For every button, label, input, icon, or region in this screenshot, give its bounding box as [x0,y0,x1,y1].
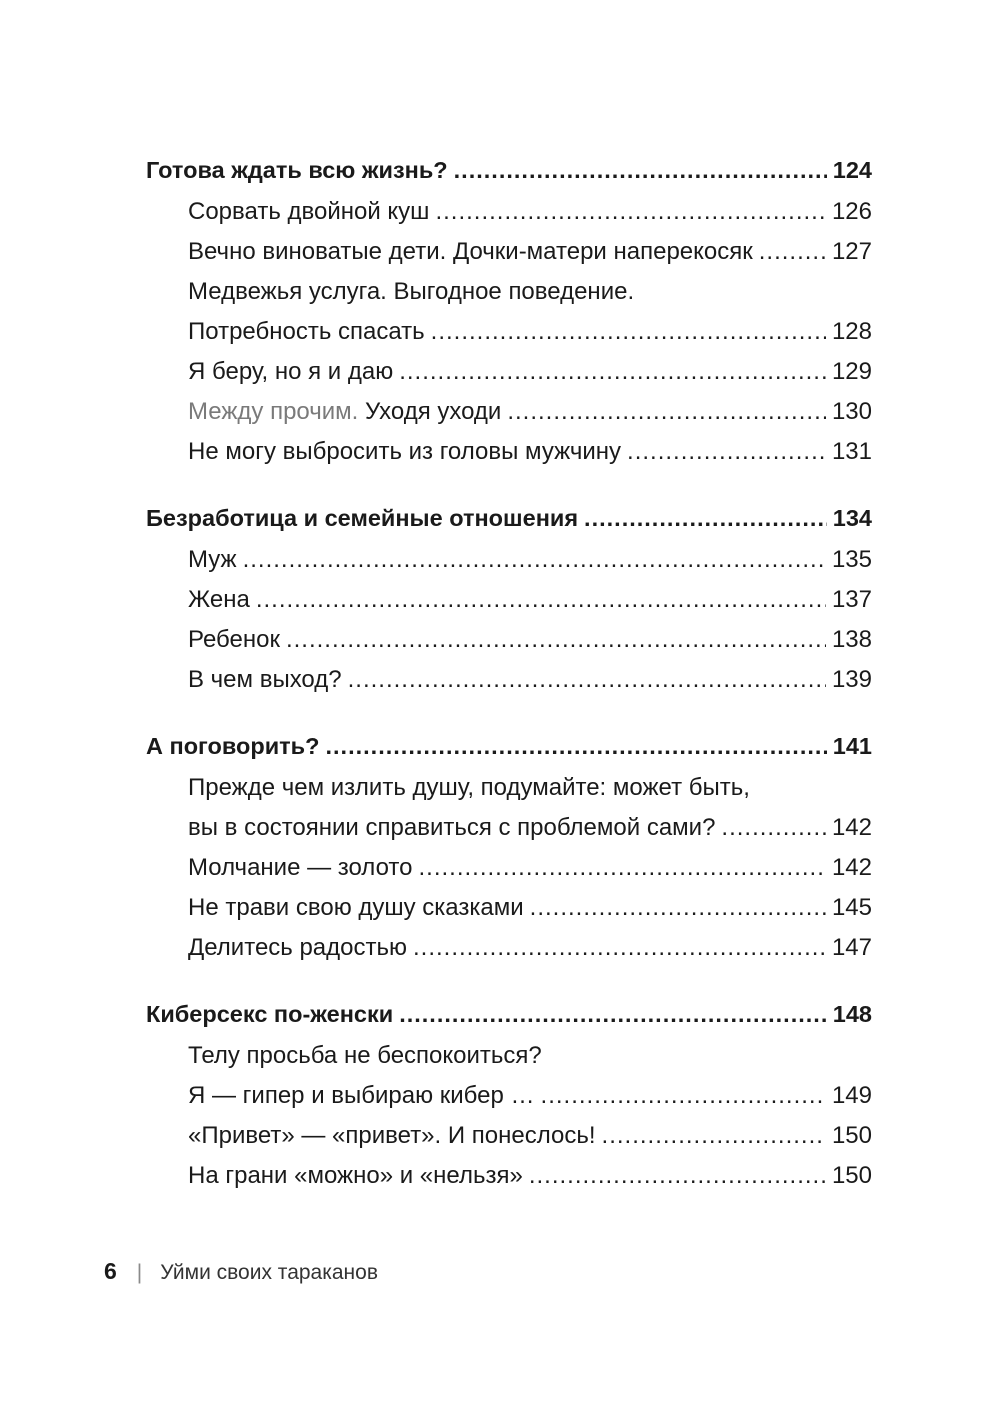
dot-leader [418,848,825,888]
section-title: Киберсекс по-женски [146,1001,394,1027]
entry-title-first-line: Медвежья услуга. Выгодное поведение. [188,278,635,305]
entry-page-number: 142 [831,854,872,881]
entry-title: Я — гипер и выбираю кибер … [188,1082,535,1109]
dot-leader [454,150,827,190]
entry-page-number: 135 [831,546,872,573]
entry-title-first-line: Прежде чем излить душу, подумайте: может быть, [188,774,750,801]
entry-title: Муж [188,546,237,573]
dot-leader [541,1076,826,1116]
entry-title-main: Уходя уходи [364,398,502,425]
dot-leader [627,432,826,472]
entry-title: Потребность спасать [188,318,425,345]
toc-entry [146,848,872,888]
entry-title: вы в состоянии справиться с проблемой сами? [188,814,716,841]
toc-section [146,498,872,700]
book-title: Уйми своих тараканов [160,1261,378,1284]
entry-page-number: 147 [831,934,872,961]
toc-entry [146,660,872,700]
entry-page-number: 128 [831,318,872,345]
toc-entry [146,192,872,232]
dot-leader [399,352,826,392]
toc-entry [146,312,872,352]
entry-title: Вечно виноватые дети. Дочки-матери наперекосяк [188,238,753,265]
toc-entry [146,432,872,472]
entry-page-number: 150 [831,1122,872,1149]
section-title: Безработица и семейные отношения [146,505,579,531]
entry-page-number: 150 [831,1162,872,1189]
toc-entry [146,808,872,848]
section-page-number: 124 [832,157,872,183]
entry-page-number: 138 [831,626,872,653]
entry-title [188,392,501,432]
entry-page-number: 127 [831,238,872,265]
entry-page-number: 137 [831,586,872,613]
dot-leader [413,928,826,968]
toc-section-heading [146,994,872,1034]
dot-leader [348,660,826,700]
entry-title-first-line: Телу просьба не беспокоиться? [188,1042,542,1069]
entry-title: Ребенок [188,626,280,653]
toc-section [146,994,872,1196]
toc-entry [146,620,872,660]
toc-entry [146,232,872,272]
entry-page-number: 126 [831,198,872,225]
footer-separator: | [136,1261,143,1284]
dot-leader [286,620,826,660]
dot-leader [326,726,827,766]
dot-leader [759,232,826,272]
toc-entry [146,928,872,968]
dot-leader [435,192,826,232]
entry-page-number: 129 [831,358,872,385]
entry-title-prefix: Между прочим. [188,398,359,425]
dot-leader [602,1116,826,1156]
dot-leader [721,808,826,848]
entry-page-number: 149 [831,1082,872,1109]
entry-title: На грани «можно» и «нельзя» [188,1162,523,1189]
section-title: Готова ждать всю жизнь? [146,157,448,183]
entry-title: Жена [188,586,250,613]
entry-title: «Привет» — «привет». И понеслось! [188,1122,596,1149]
page-footer [104,1258,378,1285]
toc-section [146,150,872,472]
toc-entry [146,1116,872,1156]
entry-title: Не могу выбросить из головы мужчину [188,438,622,465]
entry-page-number: 130 [831,398,872,425]
table-of-contents [146,150,872,1222]
toc-section-heading [146,150,872,190]
entry-page-number: 145 [831,894,872,921]
toc-entry [146,580,872,620]
entry-title: Сорвать двойной куш [188,198,430,225]
dot-leader [243,540,826,580]
section-page-number: 134 [832,505,872,531]
toc-entry [146,1076,872,1116]
toc-entry [146,352,872,392]
entry-title: Я беру, но я и даю [188,358,394,385]
dot-leader [507,392,826,432]
toc-section-heading [146,498,872,538]
dot-leader [256,580,826,620]
toc-entry [146,1156,872,1196]
dot-leader [431,312,826,352]
dot-leader [529,1156,826,1196]
toc-entry [146,888,872,928]
toc-entry [146,392,872,432]
dot-leader [399,994,827,1034]
dot-leader [584,498,827,538]
entry-page-number: 142 [831,814,872,841]
section-page-number: 148 [832,1001,872,1027]
entry-page-number: 139 [831,666,872,693]
section-page-number: 141 [832,733,872,759]
page-number: 6 [104,1258,117,1284]
entry-title: Молчание — золото [188,854,413,881]
dot-leader [530,888,826,928]
entry-page-number: 131 [831,438,872,465]
entry-title: В чем выход? [188,666,342,693]
entry-title: Делитесь радостью [188,934,407,961]
toc-entry [146,540,872,580]
entry-title: Не трави свою душу сказками [188,894,524,921]
toc-section-heading [146,726,872,766]
section-title: А поговорить? [146,733,320,759]
toc-section [146,726,872,968]
